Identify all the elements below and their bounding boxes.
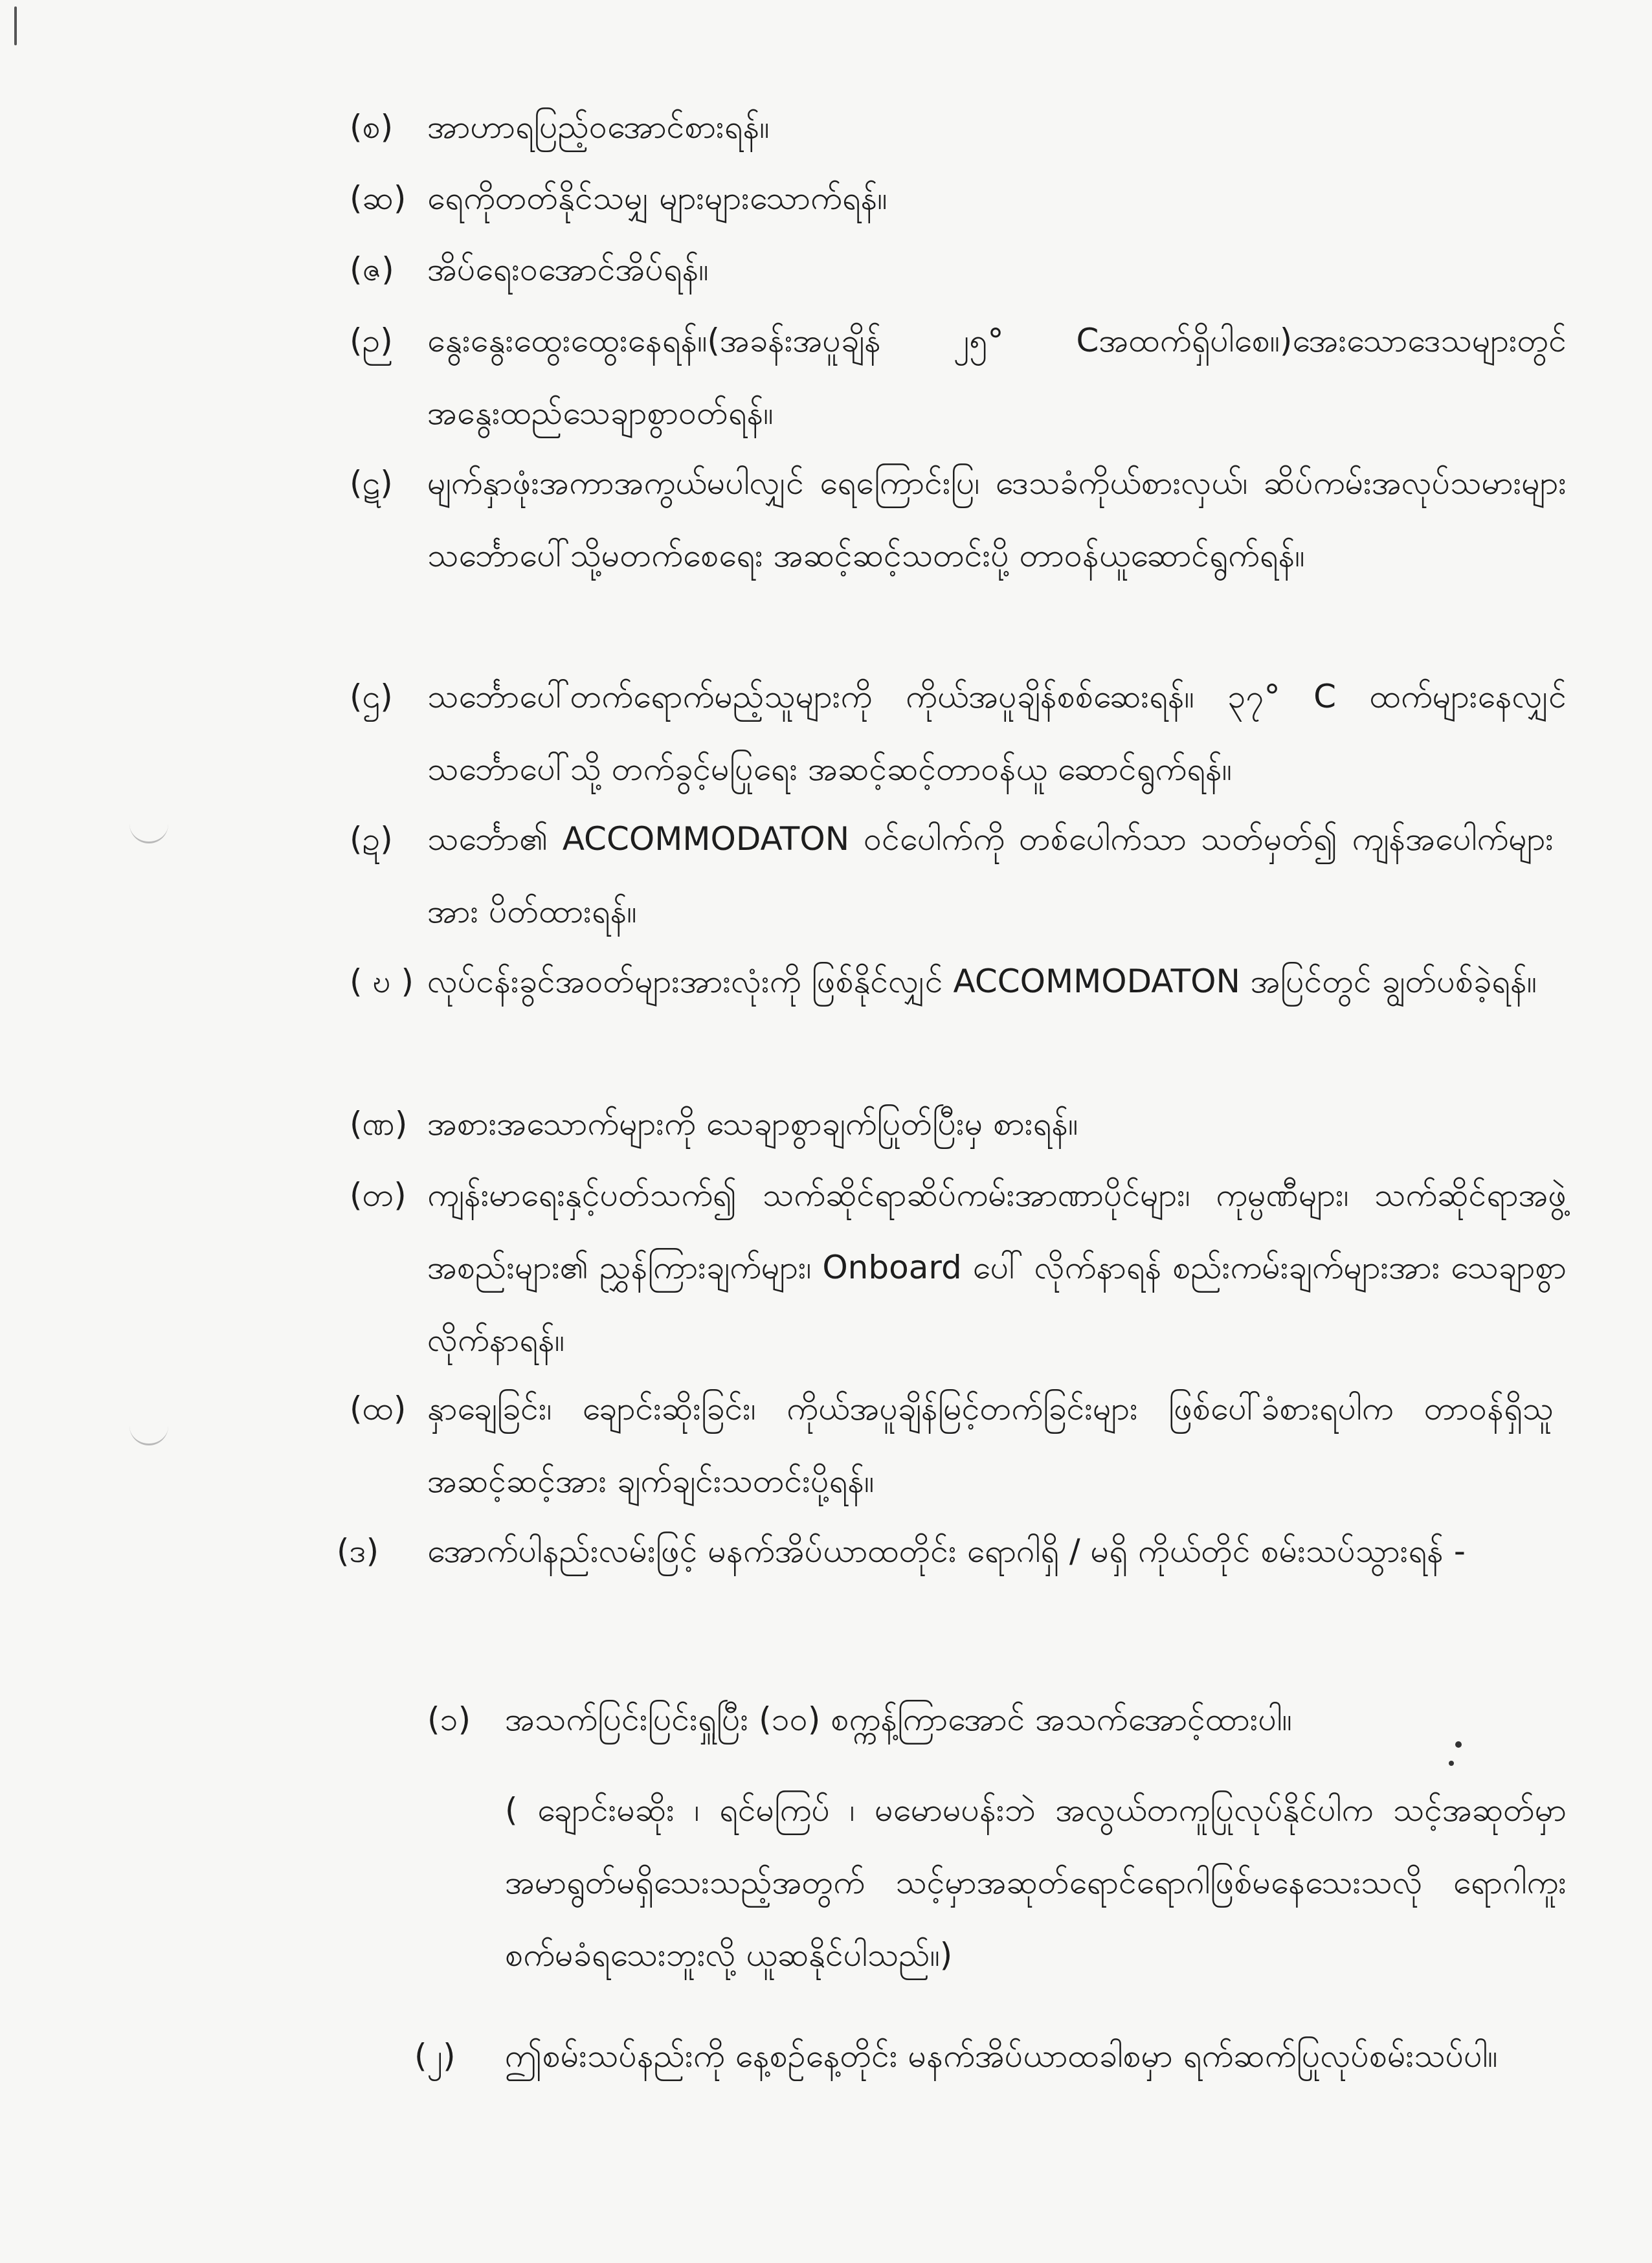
item-number: (ဌ) bbox=[350, 678, 393, 715]
sub-item-number: (၁) bbox=[427, 1700, 471, 1738]
sub-list-item bbox=[0, 2020, 1652, 2165]
item-text: အိပ်ရေးဝအောင်အိပ်ရန်။ bbox=[427, 251, 709, 288]
item-text: အာဟာရပြည့်ဝအောင်စားရန်။ bbox=[427, 108, 770, 146]
item-number: (ဏ) bbox=[350, 1105, 408, 1143]
item-text: အစားအသောက်များကို သေချာစွာချက်ပြုတ်ပြီးမှ စားရန်။ bbox=[427, 1105, 1078, 1143]
list-item bbox=[0, 1159, 1652, 1376]
item-text: သင်္ဘော၏ ACCOMMODATON ဝင်ပေါက်ကို တစ်ပေါက်သာ သတ်မှတ်၍ ကျန်အပေါက်များအား ပိတ်ထားရန်။ bbox=[427, 820, 1554, 930]
sub-item-text: အသက်ပြင်းပြင်းရှူပြီး (၁၀) စက္ကန့်ကြာအောင် အသက်အောင့်ထားပါ။ bbox=[505, 1700, 1292, 1738]
list-item bbox=[0, 660, 1652, 805]
list-item bbox=[0, 1087, 1652, 1160]
item-text: နှာချေခြင်း၊ ချောင်းဆိုးခြင်း၊ ကိုယ်အပူချိန်မြင့်တက်ခြင်းများ ဖြစ်ပေါ်ခံစားရပါက တာဝန်ရှိသူအဆင့်ဆင့်အား ချက်ချင်းသတင်းပို့ရန်။ bbox=[427, 1390, 1554, 1500]
note-paragraph: ( ချောင်းမဆိုး ၊ ရင်မကြပ် ၊ မမောမပန်းဘဲ အလွယ်တကူပြုလုပ်နိုင်ပါက သင့်အဆုတ်မှာ အမာရွတ်မရှိသေးသည့်အတွက် သင့်မှာအဆုတ်ရောင်ရောဂါဖြစ်မနေသေးသလို ရောဂါကူးစက်မခံရသေးဘူးလို့ ယူဆနိုင်ပါသည်။) bbox=[505, 1791, 1567, 1974]
item-number: (ထ) bbox=[350, 1390, 407, 1427]
list-item bbox=[0, 233, 1652, 306]
sub-item-text: ဤစမ်းသပ်နည်းကို နေ့စဉ်နေ့တိုင်း မနက်အိပ်ယာထခါစမှာ ရက်ဆက်ပြုလုပ်စမ်းသပ်ပါ။ bbox=[505, 2037, 1498, 2075]
scan-speck bbox=[1455, 1741, 1462, 1748]
item-number: (စ) bbox=[350, 108, 394, 146]
item-text: ကျန်းမာရေးနှင့်ပတ်သက်၍ သက်ဆိုင်ရာဆိပ်ကမ်းအာဏာပိုင်များ၊ ကုမ္ပဏီများ၊ သက်ဆိုင်ရာအဖွဲ့အစည်းများ၏ ညွှန်ကြားချက်များ၊ Onboard ပေါ် လိုက်နာရန် စည်းကမ်းချက်များအား သေချာစွာလိုက်နာရန်။ bbox=[427, 1176, 1567, 1359]
item-text: နွေးနွေးထွေးထွေးနေရန်။(အခန်းအပူချိန် ၂၅° Cအထက်ရှိပါစေ။)အေးသောဒေသများတွင် အနွေးထည်သေချာစွာဝတ်ရန်။ bbox=[427, 322, 1567, 432]
sub-item-number: (၂) bbox=[414, 2037, 456, 2075]
list-item bbox=[0, 91, 1652, 163]
list-item bbox=[0, 945, 1652, 1090]
item-text: ရေကိုတတ်နိုင်သမျှ များများသောက်ရန်။ bbox=[427, 179, 887, 217]
scan-speck bbox=[14, 6, 17, 45]
list-item bbox=[0, 803, 1652, 948]
list-item bbox=[0, 1372, 1652, 1517]
item-number: (ဇ) bbox=[350, 251, 394, 288]
list-item bbox=[0, 1515, 1652, 1660]
item-number: (ဆ) bbox=[350, 179, 407, 217]
item-number: (တ) bbox=[350, 1176, 407, 1214]
item-text: အောက်ပါနည်းလမ်းဖြင့် မနက်အိပ်ယာထတိုင်း ရောဂါရှိ / မရှိ ကိုယ်တိုင် စမ်းသပ်သွားရန် - bbox=[427, 1532, 1466, 1570]
list-item bbox=[0, 447, 1652, 664]
sub-list-item bbox=[0, 1683, 1652, 1756]
item-text: သင်္ဘောပေါ်တက်ရောက်မည့်သူများကို ကိုယ်အပူချိန်စစ်ဆေးရန်။ ၃၇° C ထက်များနေလျှင် သင်္ဘောပေါ်သို့ တက်ခွင့်မပြုရေး အဆင့်ဆင့်တာဝန်ယူ ဆောင်ရွက်ရန်။ bbox=[427, 678, 1567, 788]
list-item bbox=[0, 304, 1652, 449]
item-number: (ဉ) bbox=[350, 322, 393, 359]
scan-speck bbox=[1449, 1761, 1454, 1766]
item-number: (ဍ) bbox=[350, 820, 393, 858]
list-item bbox=[0, 162, 1652, 234]
item-number: (ဒ) bbox=[337, 1532, 379, 1570]
item-text: လုပ်ငန်းခွင်အဝတ်များအားလုံးကို ဖြစ်နိုင်လျှင် ACCOMMODATON အပြင်တွင် ချွတ်ပစ်ခဲ့ရန်။ bbox=[427, 963, 1537, 1000]
item-number: (ဋ) bbox=[350, 464, 393, 502]
item-text: မျက်နှာဖုံးအကာအကွယ်မပါလျှင် ရေကြောင်းပြ၊ ဒေသခံကိုယ်စားလှယ်၊ ဆိပ်ကမ်းအလုပ်သမားများ သင်္ဘောပေါ်သို့မတက်စေရေး အဆင့်ဆင့်သတင်းပို့ တာဝန်ယူဆောင်ရွက်ရန်။ bbox=[427, 464, 1567, 574]
item-number: ( ဎ ) bbox=[350, 963, 414, 1000]
